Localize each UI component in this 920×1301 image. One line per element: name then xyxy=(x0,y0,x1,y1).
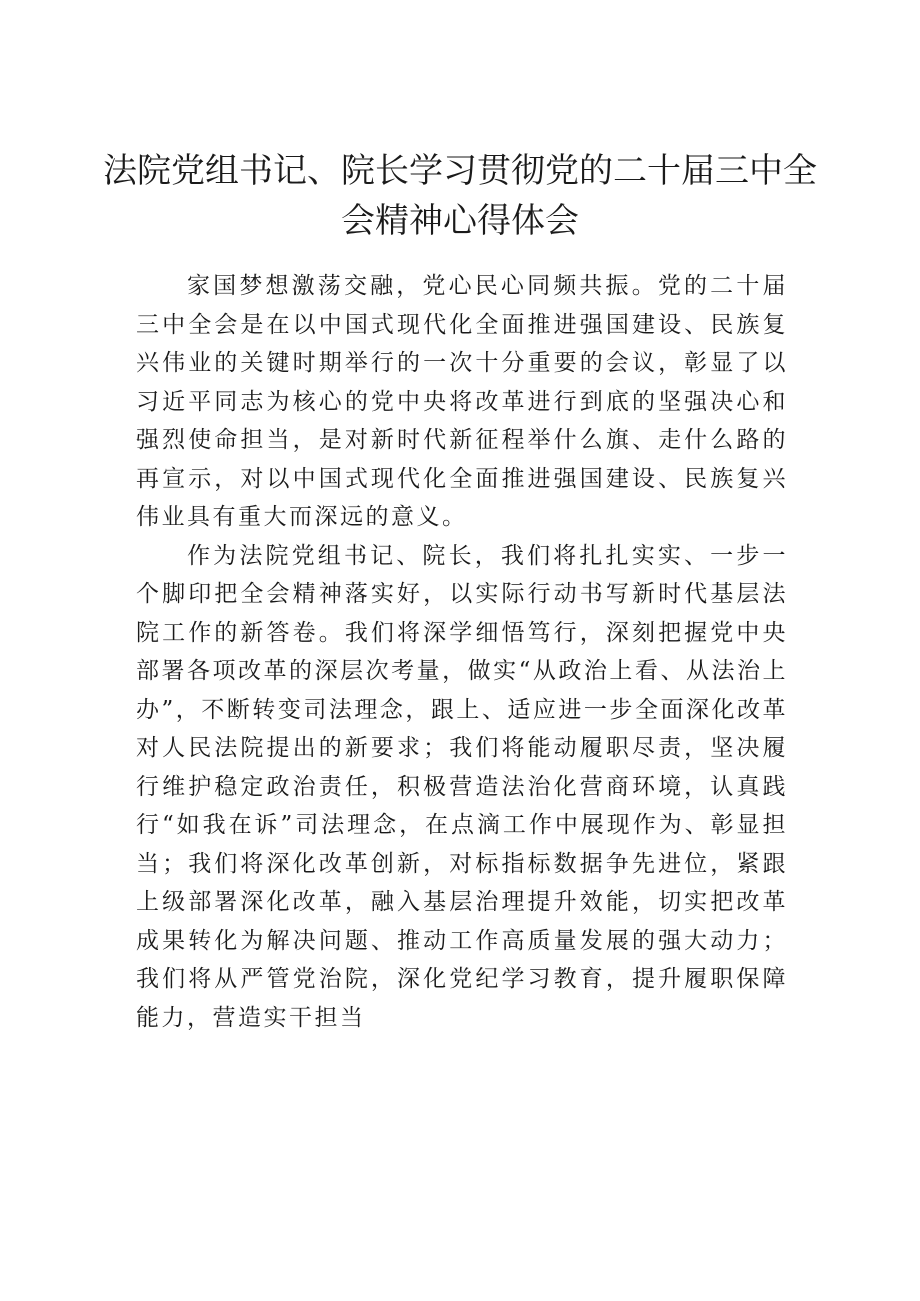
paragraph-1: 家国梦想激荡交融，党心民心同频共振。党的二十届三中全会是在以中国式现代化全面推进强国建设、民族复兴伟业的关键时期举行的一次十分重要的会议，彰显了以习近平同志为核心的党中央将改革进行到底的坚强决心和强烈使命担当，是对新时代新征程举什么旗、走什么路的再宣示，对以中国式现代化全面推进强国建设、民族复兴伟业具有重大而深远的意义。 xyxy=(136,273,788,530)
document-body xyxy=(136,267,788,1037)
document-title xyxy=(0,146,920,246)
title-line-1: 法院党组书记、院长学习贯彻党的二十届三中全 xyxy=(103,151,817,191)
paragraph-2: 作为法院党组书记、院长，我们将扎扎实实、一步一个脚印把全会精神落实好，以实际行动书写新时代基层法院工作的新答卷。我们将深学细悟笃行，深刻把握党中央部署各项改革的深层次考量，做实“从政治上看、从法治上办”，不断转变司法理念，跟上、适应进一步全面深化改革对人民法院提出的新要求；我们将能动履职尽责，坚决履行维护稳定政治责任，积极营造法治化营商环境，认真践行“如我在诉”司法理念，在点滴工作中展现作为、彰显担当；我们将深化改革创新，对标指标数据争先进位，紧跟上级部署深化改革，融入基层治理提升效能，切实把改革成果转化为解决问题、推动工作高质量发展的强大动力；我们将从严管党治院，深化党纪学习教育，提升履职保障能力，营造实干担当 xyxy=(136,542,788,1031)
title-line-2: 会精神心得体会 xyxy=(341,201,579,241)
